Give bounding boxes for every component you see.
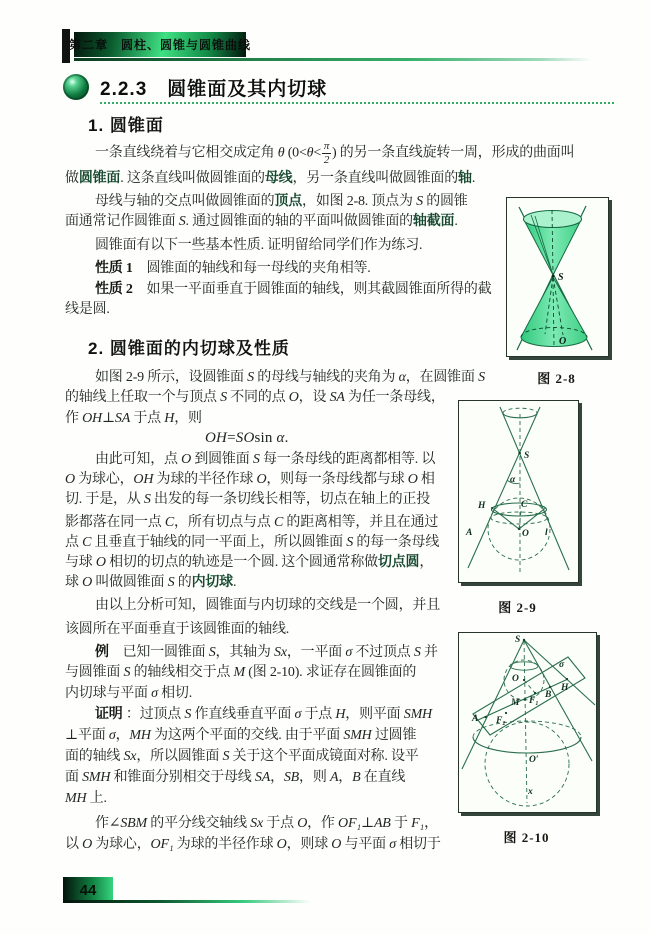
figure-2-10-caption: 图 2-10 bbox=[503, 830, 550, 845]
heading-inscribed-sphere: 2. 圆锥面的内切球及性质 bbox=[88, 339, 290, 358]
text-line: 球 O 叫做圆锥面 S 的内切球. bbox=[65, 575, 237, 590]
fig10-label-x: x bbox=[528, 787, 533, 797]
text-line: OH=SOsin α. bbox=[205, 430, 289, 446]
text-line: 由此可知，点 O 到圆锥面 S 每一条母线的距离都相等. 以 bbox=[95, 452, 436, 467]
text-line: 线是圆. bbox=[65, 302, 110, 317]
double-cone-figure bbox=[507, 198, 608, 356]
text-line: 证明 ：过顶点 S 作直线垂直平面 σ 于点 H，则平面 SMH bbox=[95, 707, 432, 722]
fig8-label-O: O bbox=[559, 336, 567, 347]
section-title: 2.2.3 圆锥面及其内切球 bbox=[100, 79, 328, 100]
figure-2-8 bbox=[506, 197, 609, 357]
text-line: 作∠SBM 的平分线交轴线 Sx 于点 O，作 OF₁⊥AB 于 F₁， bbox=[95, 816, 438, 831]
text-line: 以 O 为球心，OF₁ 为球的半径作球 O，则球 O 与平面 σ 相切于 bbox=[65, 837, 441, 852]
chapter-banner bbox=[69, 32, 252, 57]
text-line: 内切球与平面 σ 相切. bbox=[65, 686, 193, 701]
text-line: 性质 2 如果一平面垂直于圆锥面的轴线，则其截圆锥面所得的截 bbox=[95, 282, 492, 297]
text-line: O 为球心，OH 为球的半径作球 O，则每一条母线都与球 O 相 bbox=[65, 472, 435, 487]
text-line: 圆锥面有以下一些基本性质. 证明留给同学们作为练习. bbox=[95, 238, 423, 253]
fig10-label-B: B bbox=[545, 690, 552, 700]
text-line: 面 SMH 和锥面分别相交于母线 SA，SB，则 A，B 在直线 bbox=[65, 770, 406, 785]
section-ball-icon bbox=[63, 74, 89, 100]
fig9-label-alpha: α bbox=[510, 475, 516, 485]
fig8-label-S: S bbox=[558, 272, 564, 283]
fig9-label-O: O bbox=[522, 529, 529, 539]
text-line: 一条直线绕着与它相交成定角 θ (0<θ< $\frac{\pi}{2}$ ) 的另一条直线旋转一周，形成的曲面叫 bbox=[95, 140, 575, 166]
text-line: 作 OH⊥SA 于点 H，则 bbox=[65, 411, 202, 426]
figure-2-9 bbox=[458, 400, 579, 583]
figure-2-9-caption: 图 2-9 bbox=[498, 600, 537, 615]
page-number-badge: 44 bbox=[63, 877, 113, 903]
fig10-label-A: A bbox=[472, 714, 479, 724]
text-line: 例 已知一圆锥面 S，其轴为 Sx，一平面 σ 不过顶点 S 并 bbox=[95, 645, 438, 660]
heading-cone-surface: 1. 圆锥面 bbox=[88, 116, 164, 135]
text-line: 与圆锥面 S 的轴线相交于点 M (图 2-10). 求证存在圆锥面的 bbox=[65, 665, 417, 680]
text-line: 的轴线上任取一个与顶点 S 不同的点 O，设 SA 为任一条母线， bbox=[65, 390, 445, 405]
generatrix-line bbox=[500, 407, 569, 570]
generatrix-line bbox=[468, 407, 540, 568]
figure-2-8-caption: 图 2-8 bbox=[537, 371, 576, 386]
fig9-label-l: l bbox=[545, 528, 548, 538]
fig9-label-H: H bbox=[478, 501, 486, 511]
text-line: 如图 2-9 所示，设圆锥面 S 的母线与轴线的夹角为 α，在圆锥面 S bbox=[95, 370, 485, 385]
text-line: 该圆所在平面垂直于该圆锥面的轴线. bbox=[65, 622, 290, 637]
cone-plane-spheres-figure bbox=[459, 633, 596, 812]
text-line: 面通常记作圆锥面 S. 通过圆锥面的轴的平面叫做圆锥面的轴截面. bbox=[65, 214, 458, 229]
fig9-label-C: C bbox=[521, 500, 528, 510]
text-line: 面的轴线 Sx，所以圆锥面 S 关于这个平面成镜面对称. 设平 bbox=[65, 749, 419, 764]
text-line: ⊥平面 σ，MH 为这两个平面的交线. 由于平面 SMH 过圆锥 bbox=[65, 728, 417, 743]
figure-2-10 bbox=[458, 632, 597, 813]
text-line: 影都落在同一点 C，所有切点与点 C 的距离相等，并且在通过 bbox=[65, 515, 439, 530]
banner-underline bbox=[74, 58, 592, 61]
fig10-label-H: H bbox=[561, 683, 569, 693]
cone-base-front bbox=[473, 737, 581, 753]
text-line: 切. 于是，从 S 出发的每一条切线长相等，切点在轴上的正投 bbox=[65, 492, 431, 507]
chapter-banner-label: 第二章 圆柱、圆锥与圆锥曲线 bbox=[69, 38, 252, 52]
outer-sphere bbox=[485, 722, 569, 806]
section-dotted-rule bbox=[100, 88, 614, 104]
fig10-label-F1: F₁ bbox=[529, 696, 539, 706]
fig10-label-S: S bbox=[515, 635, 521, 645]
fig10-label-sigma: σ bbox=[559, 660, 565, 670]
fig9-label-A: A bbox=[466, 528, 473, 538]
fig9-label-S: S bbox=[524, 451, 530, 461]
cone-inscribed-sphere-figure bbox=[459, 401, 578, 582]
text-line: 母线与轴的交点叫做圆锥面的顶点，如图 2-8. 顶点为 S 的圆锥 bbox=[95, 194, 468, 209]
text-line: 做圆锥面. 这条直线叫做圆锥面的母线，另一条直线叫做圆锥面的轴. bbox=[65, 171, 476, 186]
fig10-label-O: O bbox=[512, 674, 519, 684]
text-line: 性质 1 圆锥面的轴线和每一母线的夹角相等. bbox=[95, 261, 371, 276]
fig10-label-F2: F₂ bbox=[496, 716, 506, 726]
footer-rule bbox=[63, 900, 311, 903]
fig10-label-M: M bbox=[511, 698, 520, 708]
text-line: 与球 O 相切的切点的轨迹是一个圆. 这个圆通常称做切点圆， bbox=[65, 555, 434, 570]
text-line: 点 C 且垂直于轴线的同一平面上，所以圆锥面 S 的每一条母线 bbox=[65, 535, 440, 550]
intersection-line-MH bbox=[478, 679, 568, 720]
text-line: MH 上. bbox=[65, 791, 107, 806]
fraction: $\frac{\pi}{2}$ bbox=[323, 140, 330, 166]
fig10-label-O-prime: O′ bbox=[529, 755, 539, 765]
text-line: 由以上分析可知，圆锥面与内切球的交线是一个圆，并且 bbox=[95, 598, 440, 613]
